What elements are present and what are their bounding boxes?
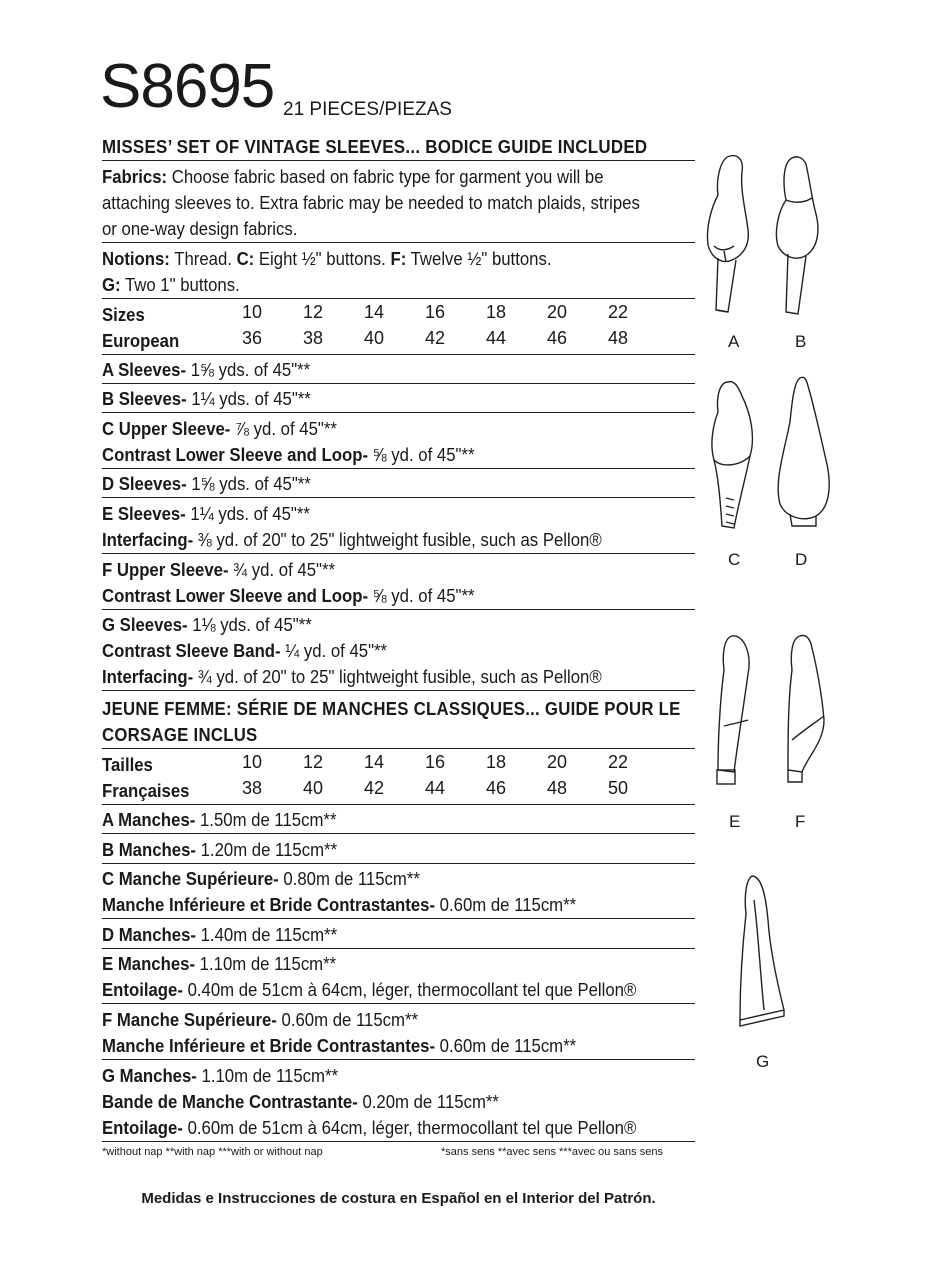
fabrics-label: Fabrics: (102, 167, 168, 187)
euro-size-cell: 36 (242, 328, 263, 348)
euro-size-cell: 46 (547, 328, 568, 348)
notions-text: Thread. (169, 249, 237, 269)
tailles-label: Tailles (102, 755, 153, 775)
yardage-en-e (102, 501, 695, 554)
fr-size-cell: 38 (242, 778, 263, 798)
size-cell: 12 (303, 752, 324, 772)
notions-c-label: C: (236, 249, 255, 269)
yardage-fr-f (102, 1007, 695, 1060)
notions-g-text: Two 1" buttons. (120, 275, 240, 295)
sizes-fr-table (102, 752, 695, 805)
fabrics-block (102, 164, 695, 243)
yardage-label: Contrast Sleeve Band- (102, 641, 281, 661)
yardage-value: 1¼ yds. of 45"** (186, 389, 311, 409)
euro-size-cell: 44 (486, 328, 507, 348)
figure-label-e: E (729, 812, 741, 831)
pattern-number: S8695 (100, 52, 275, 121)
francaises-label: Françaises (102, 781, 190, 801)
figure-label-d: D (795, 550, 808, 569)
yardage-value: 0.60m de 115cm** (276, 1010, 419, 1030)
yardage-label: A Manches- (102, 810, 196, 830)
sleeve-e-drawing (702, 630, 762, 790)
yardage-label: Entoilage- (102, 1118, 183, 1138)
yardage-en-c (102, 416, 695, 469)
size-cell: 18 (486, 302, 507, 322)
yardage-label: Entoilage- (102, 980, 183, 1000)
yardage-value: 0.40m de 51cm à 64cm, léger, thermocollant tel que Pellon® (182, 980, 637, 1000)
figure-label-b: B (795, 332, 807, 351)
sizes-label: Sizes (102, 305, 145, 325)
fr-size-cell: 44 (425, 778, 446, 798)
fr-size-cell: 42 (364, 778, 385, 798)
fabrics-text-1: Choose fabric based on fabric type for garment you will be (167, 167, 604, 187)
yardage-label: G Sleeves- (102, 615, 188, 635)
size-cell: 22 (608, 302, 629, 322)
yardage-value: ¼ yd. of 45"** (280, 641, 388, 661)
notions-block (102, 246, 695, 299)
yardage-label: B Sleeves- (102, 389, 187, 409)
yardage-label: Interfacing- (102, 530, 194, 550)
yardage-value: ⅝ yd. of 45"** (368, 445, 475, 465)
yardage-en-f (102, 557, 695, 610)
yardage-value: 1⅝ yds. of 45"** (186, 474, 311, 494)
title-fr-1: JEUNE FEMME: SÉRIE DE MANCHES CLASSIQUES... GUIDE POUR LE (102, 699, 681, 719)
sleeve-b-drawing (770, 150, 830, 320)
fr-size-cell: 46 (486, 778, 507, 798)
yardage-value: 0.20m de 115cm** (357, 1092, 499, 1112)
yardage-fr-e (102, 951, 695, 1004)
yardage-value: ¾ yd. of 45"** (228, 560, 335, 580)
size-cell: 20 (547, 752, 568, 772)
size-cell: 16 (425, 752, 446, 772)
title-en-row (102, 134, 695, 161)
fr-size-cell: 48 (547, 778, 568, 798)
yardage-label: B Manches- (102, 840, 196, 860)
yardage-value: ⅜ yd. of 20" to 25" lightweight fusible, such as Pellon® (193, 530, 602, 550)
yardage-value: 0.60m de 115cm** (435, 1036, 577, 1056)
yardage-value: 0.80m de 115cm** (278, 869, 420, 889)
yardage-en-d (102, 471, 695, 498)
yardage-label: F Upper Sleeve- (102, 560, 229, 580)
yardage-value: 1⅛ yds. of 45"** (187, 615, 312, 635)
yardage-label: Contrast Lower Sleeve and Loop- (102, 445, 369, 465)
size-cell: 18 (486, 752, 507, 772)
yardage-en-g (102, 612, 695, 691)
notions-g-label: G: (102, 275, 121, 295)
sleeve-g-drawing (730, 870, 792, 1030)
yardage-en-b (102, 386, 695, 413)
size-cell: 20 (547, 302, 568, 322)
yardage-label: Interfacing- (102, 667, 194, 687)
title-fr-block (102, 696, 695, 749)
yardage-en-a (102, 357, 695, 384)
euro-size-cell: 38 (303, 328, 324, 348)
yardage-value: 1.50m de 115cm** (195, 810, 337, 830)
euro-size-cell: 42 (425, 328, 446, 348)
yardage-fr-a (102, 807, 695, 834)
yardage-value: 1¼ yds. of 45"** (185, 504, 310, 524)
yardage-label: D Sleeves- (102, 474, 187, 494)
title-en: MISSES’ SET OF VINTAGE SLEEVES... BODICE GUIDE INCLUDED (102, 137, 648, 157)
yardage-value: ⅝ yd. of 45"** (368, 586, 475, 606)
notions-f-text: Twelve ½" buttons. (406, 249, 552, 269)
sleeve-a-drawing (700, 150, 760, 320)
notions-c-text: Eight ½" buttons. (254, 249, 391, 269)
yardage-fr-c (102, 866, 695, 919)
spanish-note: Medidas e Instrucciones de costura en Español en el Interior del Patrón. (141, 1190, 656, 1207)
yardage-label: E Manches- (102, 954, 196, 974)
size-cell: 16 (425, 302, 446, 322)
size-cell: 12 (303, 302, 324, 322)
yardage-fr-d (102, 922, 695, 949)
figure-label-g: G (756, 1052, 770, 1071)
euro-size-cell: 48 (608, 328, 629, 348)
yardage-value: 1.10m de 115cm** (195, 954, 337, 974)
sleeve-f-drawing (770, 630, 832, 790)
yardage-label: A Sleeves- (102, 360, 187, 380)
size-cell: 10 (242, 752, 263, 772)
yardage-fr-b (102, 837, 695, 864)
footnote-fr: *sans sens **avec sens ***avec ou sans sens (441, 1146, 663, 1158)
yardage-label: D Manches- (102, 925, 196, 945)
fr-size-cell: 50 (608, 778, 629, 798)
yardage-value: 1.10m de 115cm** (196, 1066, 339, 1086)
yardage-value: ¾ yd. of 20" to 25" lightweight fusible, such as Pellon® (193, 667, 602, 687)
yardage-label: Manche Inférieure et Bride Contrastantes- (102, 1036, 436, 1056)
yardage-value: 1.20m de 115cm** (195, 840, 338, 860)
european-label: European (102, 331, 180, 351)
yardage-label: Bande de Manche Contrastante- (102, 1092, 358, 1112)
size-cell: 14 (364, 752, 385, 772)
pieces-count: 21 PIECES/PIEZAS (283, 99, 452, 120)
fr-size-cell: 40 (303, 778, 324, 798)
euro-size-cell: 40 (364, 328, 385, 348)
size-cell: 22 (608, 752, 629, 772)
sleeve-d-drawing (770, 372, 836, 538)
yardage-label: G Manches- (102, 1066, 197, 1086)
figure-label-c: C (728, 550, 741, 569)
fabrics-text-3: or one-way design fabrics. (102, 219, 298, 239)
size-cell: 10 (242, 302, 263, 322)
yardage-label: Contrast Lower Sleeve and Loop- (102, 586, 369, 606)
title-fr-2: CORSAGE INCLUS (102, 725, 258, 745)
yardage-value: 0.60m de 51cm à 64cm, léger, thermocollant tel que Pellon® (182, 1118, 637, 1138)
yardage-label: E Sleeves- (102, 504, 186, 524)
yardage-fr-g (102, 1063, 695, 1142)
yardage-value: ⅞ yd. of 45"** (230, 419, 337, 439)
yardage-label: F Manche Supérieure- (102, 1010, 277, 1030)
yardage-value: 1.40m de 115cm** (195, 925, 338, 945)
sizes-en-table (102, 302, 695, 355)
yardage-label: C Manche Supérieure- (102, 869, 279, 889)
sleeve-c-drawing (700, 376, 762, 536)
yardage-value: 0.60m de 115cm** (435, 895, 577, 915)
notions-f-label: F: (390, 249, 407, 269)
fabrics-text-2: attaching sleeves to. Extra fabric may be needed to match plaids, stripes (102, 193, 640, 213)
footnote-en: *without nap **with nap ***with or without nap (102, 1146, 323, 1158)
yardage-label: C Upper Sleeve- (102, 419, 231, 439)
size-cell: 14 (364, 302, 385, 322)
figure-label-f: F (795, 812, 806, 831)
yardage-value: 1⅝ yds. of 45"** (186, 360, 311, 380)
figure-label-a: A (728, 332, 740, 351)
yardage-label: Manche Inférieure et Bride Contrastantes- (102, 895, 436, 915)
notions-label: Notions: (102, 249, 170, 269)
